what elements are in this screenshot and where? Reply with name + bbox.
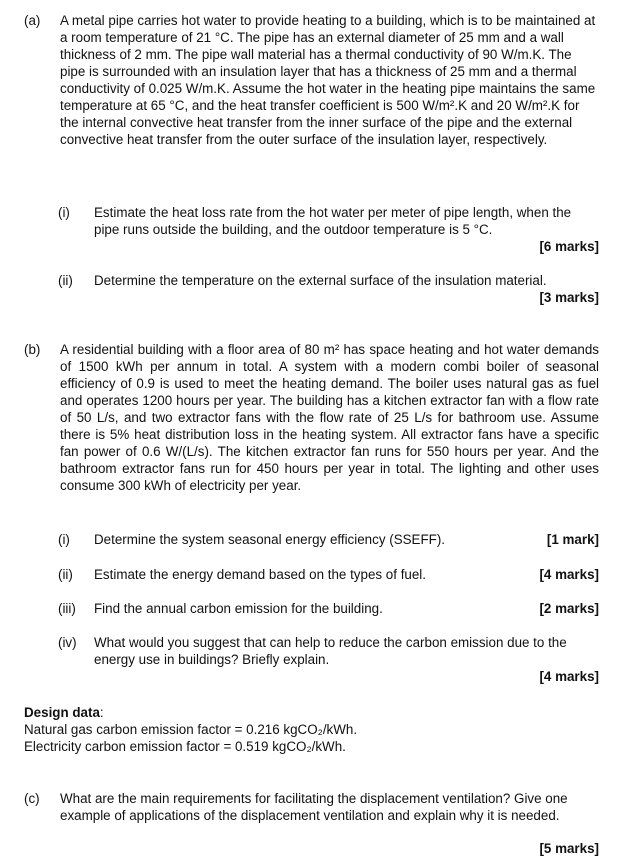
question-c-label: (c): [24, 791, 40, 806]
question-b: [24, 341, 599, 494]
question-b-iv-text: What would you suggest that can help to reduce the carbon emission due to the energy use in buildings? Briefly explain.: [94, 635, 567, 667]
design-data: [24, 704, 584, 755]
question-b-ii: [58, 566, 599, 583]
question-a-ii-text: Determine the temperature on the external surface of the insulation material.: [94, 273, 547, 288]
question-a-ii-marks: [3 marks]: [539, 290, 599, 305]
question-a-text: A metal pipe carries hot water to provide heating to a building, which is to be maintained at a room temperature of 21 °C. The pipe has an external diameter of 25 mm and a wall thickness of 2 mm. The pipe wall material has a thermal conductivity of 90 W/m.K. The pipe is surrounded with an insulation layer that has a thickness of 25 mm and a thermal conductivity of 0.025 W/m.K. Assume the hot water in the heating pipe maintains the same temperature at 65 °C, and the heat transfer coefficient is 500 W/m².K and 20 W/m².K for the internal convective heat transfer from the inner surface of the pipe and the external convective heat transfer from the outer surface of the insulation layer, respectively.: [60, 13, 596, 147]
question-b-iii: [58, 600, 599, 617]
question-b-ii-text: Estimate the energy demand based on the types of fuel.: [94, 567, 427, 582]
design-data-title: Design data: [24, 705, 100, 720]
question-c-marks: [5 marks]: [539, 841, 599, 856]
question-b-text: A residential building with a floor area of 80 m² has space heating and hot water demands of 1500 kWh per annum in total. A system with a modern combi boiler of seasonal efficiency of 0.9 is used to meet the heating demand. The boiler uses natural gas as fuel and operates 1200 hours per year. The building has a kitchen extractor fan with a flow rate of 50 L/s, and two extractor fans with the flow rate of 25 L/s for bathroom use. Assume there is 5% heat distribution loss in the heating system. All extractor fans have a specific fan power of 0.6 W/(L/s). The kitchen extractor fan runs for 550 hours per year. And the bathroom extractor fans run for 450 hours per year in total. The lighting and other uses consume 300 kWh of electricity per year.: [60, 342, 599, 493]
question-c: [24, 790, 599, 824]
question-b-ii-label: (ii): [58, 567, 73, 582]
question-a-label: (a): [24, 13, 41, 28]
question-b-i-text: Determine the system seasonal energy efficiency (SSEFF).: [94, 532, 446, 547]
question-a-ii-label: (ii): [58, 273, 73, 288]
question-a-i-label: (i): [58, 205, 70, 220]
question-b-iv-marks: [4 marks]: [539, 669, 599, 684]
question-b-iv: [58, 634, 599, 668]
question-a-i-marks: [6 marks]: [539, 239, 599, 254]
question-a-i: [58, 204, 599, 238]
design-data-colon: :: [99, 705, 104, 720]
question-a-i-text: Estimate the heat loss rate from the hot water per meter of pipe length, when the pipe runs outside the building, and the outdoor temperature is 5 °C.: [94, 205, 572, 237]
question-a: [24, 12, 599, 148]
question-b-iii-text: Find the annual carbon emission for the building.: [94, 601, 383, 616]
question-b-i: [58, 531, 599, 548]
question-c-text: What are the main requirements for facilitating the displacement ventilation? Give one example of applications of the displacement ventilation and explain why it is needed.: [60, 791, 568, 823]
question-b-i-label: (i): [58, 532, 70, 547]
question-b-ii-marks: [4 marks]: [539, 567, 599, 582]
question-b-label: (b): [24, 342, 41, 357]
question-a-ii: [58, 272, 599, 289]
design-data-gas-factor: Natural gas carbon emission factor = 0.216 kgCO₂/kWh.: [24, 722, 358, 737]
design-data-electricity-factor: Electricity carbon emission factor = 0.519 kgCO₂/kWh.: [24, 739, 346, 754]
question-b-iii-label: (iii): [58, 601, 76, 616]
question-b-iv-label: (iv): [58, 635, 77, 650]
question-b-iii-marks: [2 marks]: [539, 601, 599, 616]
question-b-i-marks: [1 mark]: [546, 532, 599, 547]
